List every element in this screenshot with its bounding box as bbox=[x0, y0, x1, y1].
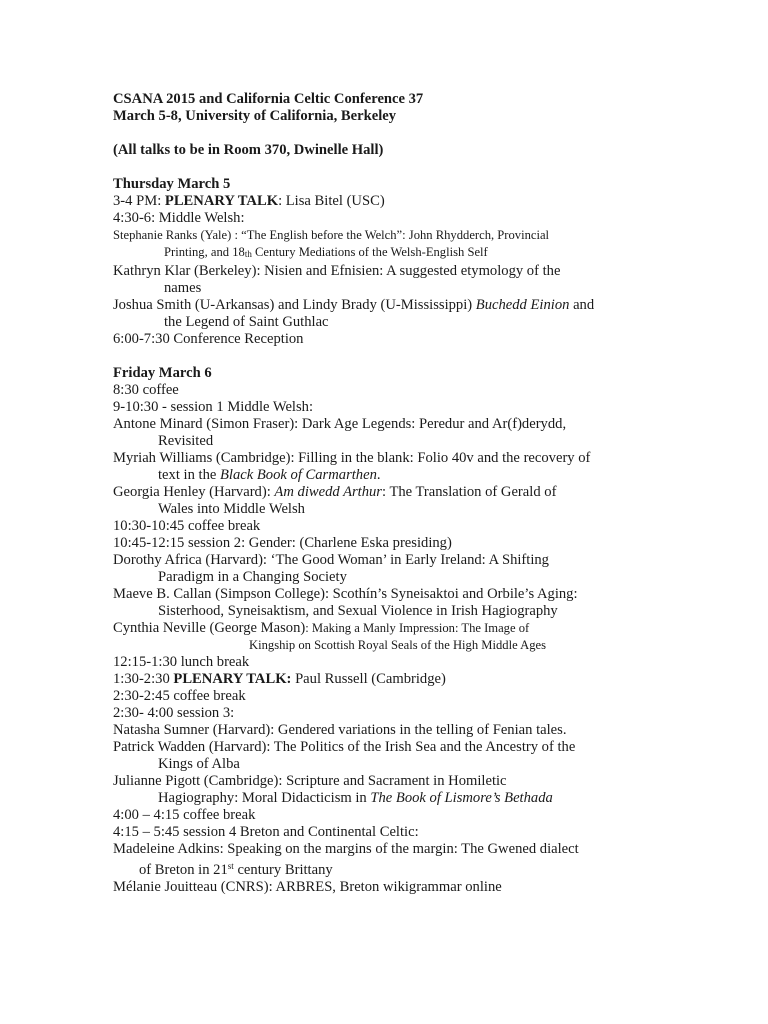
talk-klar-continued: names bbox=[164, 280, 202, 296]
schedule-item-session-1: 9-10:30 - session 1 Middle Welsh: bbox=[113, 399, 314, 415]
schedule-item-session-3: 2:30- 4:00 session 3: bbox=[113, 705, 235, 721]
talk-smith-brady-continued: the Legend of Saint Guthlac bbox=[164, 314, 329, 330]
talk-callan: Maeve B. Callan (Simpson College): Scothín’s Syneisaktoi and Orbile’s Aging: bbox=[113, 586, 578, 602]
schedule-item-reception: 6:00-7:30 Conference Reception bbox=[113, 331, 304, 347]
room-note: (All talks to be in Room 370, Dwinelle Hall) bbox=[113, 142, 384, 158]
talk-henley-continued: Wales into Middle Welsh bbox=[158, 501, 305, 517]
schedule-item-coffee-break-2: 2:30-2:45 coffee break bbox=[113, 688, 246, 704]
talk-neville: Cynthia Neville (George Mason): Making a Manly Impression: The Image of bbox=[113, 620, 530, 636]
talk-ranks: Stephanie Ranks (Yale) : “The English before the Welch”: John Rhydderch, Provincial bbox=[113, 228, 550, 242]
talk-wadden-continued: Kings of Alba bbox=[158, 756, 240, 772]
talk-adkins: Madeleine Adkins: Speaking on the margins of the margin: The Gwened dialect bbox=[113, 841, 579, 857]
talk-sumner: Natasha Sumner (Harvard): Gendered variations in the telling of Fenian tales. bbox=[113, 722, 567, 738]
schedule-item-coffee-break-3: 4:00 – 4:15 coffee break bbox=[113, 807, 256, 823]
talk-ranks-continued: Printing, and $18_{th}$ Century Mediations of the Welsh-English Self bbox=[164, 245, 488, 259]
talk-smith-brady: Joshua Smith (U-Arkansas) and Lindy Brady (U-Mississippi) Buchedd Einion and bbox=[113, 297, 595, 313]
talk-pigott: Julianne Pigott (Cambridge): Scripture and Sacrament in Homiletic bbox=[113, 773, 507, 789]
talk-adkins-continued: of Breton in 21st century Brittany bbox=[139, 861, 333, 878]
conference-dates: March 5-8, University of California, Berkeley bbox=[113, 108, 397, 124]
schedule-item-plenary-thursday: 3-4 PM: PLENARY TALK: Lisa Bitel (USC) bbox=[113, 193, 385, 209]
schedule-item-plenary-friday: 1:30-2:30 PLENARY TALK: Paul Russell (Cambridge) bbox=[113, 671, 446, 687]
schedule-item-session-middle-welsh: 4:30-6: Middle Welsh: bbox=[113, 210, 245, 226]
talk-wadden: Patrick Wadden (Harvard): The Politics of the Irish Sea and the Ancestry of the bbox=[113, 739, 576, 755]
program-text bbox=[113, 91, 673, 896]
talk-williams-continued: text in the Black Book of Carmarthen. bbox=[158, 467, 381, 483]
talk-africa: Dorothy Africa (Harvard): ‘The Good Woman’ in Early Ireland: A Shifting bbox=[113, 552, 549, 568]
talk-pigott-continued: Hagiography: Moral Didacticism in The Book of Lismore’s Bethada bbox=[158, 790, 553, 806]
schedule-item-session-2: 10:45-12:15 session 2: Gender: (Charlene Eska presiding) bbox=[113, 535, 452, 551]
schedule-item-lunch: 12:15-1:30 lunch break bbox=[113, 654, 250, 670]
day-heading-thursday: Thursday March 5 bbox=[113, 176, 231, 192]
talk-henley: Georgia Henley (Harvard): Am diwedd Arthur: The Translation of Gerald of bbox=[113, 484, 557, 500]
day-heading-friday: Friday March 6 bbox=[113, 365, 212, 381]
talk-callan-continued: Sisterhood, Syneisaktism, and Sexual Violence in Irish Hagiography bbox=[158, 603, 558, 619]
talk-williams: Myriah Williams (Cambridge): Filling in the blank: Folio 40v and the recovery of bbox=[113, 450, 591, 466]
schedule-item-coffee-break-1: 10:30-10:45 coffee break bbox=[113, 518, 261, 534]
schedule-item-session-4: 4:15 – 5:45 session 4 Breton and Continental Celtic: bbox=[113, 824, 419, 840]
talk-minard-continued: Revisited bbox=[158, 433, 214, 449]
conference-title: CSANA 2015 and California Celtic Conference 37 bbox=[113, 91, 424, 107]
talk-jouitteau: Mélanie Jouitteau (CNRS): ARBRES, Breton wikigrammar online bbox=[113, 879, 502, 895]
talk-minard: Antone Minard (Simon Fraser): Dark Age Legends: Peredur and Ar(f)derydd, bbox=[113, 416, 567, 432]
talk-klar: Kathryn Klar (Berkeley): Nisien and Efnisien: A suggested etymology of the bbox=[113, 263, 561, 279]
schedule-item-coffee: 8:30 coffee bbox=[113, 382, 179, 398]
talk-neville-continued: Kingship on Scottish Royal Seals of the High Middle Ages bbox=[249, 638, 546, 652]
talk-africa-continued: Paradigm in a Changing Society bbox=[158, 569, 347, 585]
